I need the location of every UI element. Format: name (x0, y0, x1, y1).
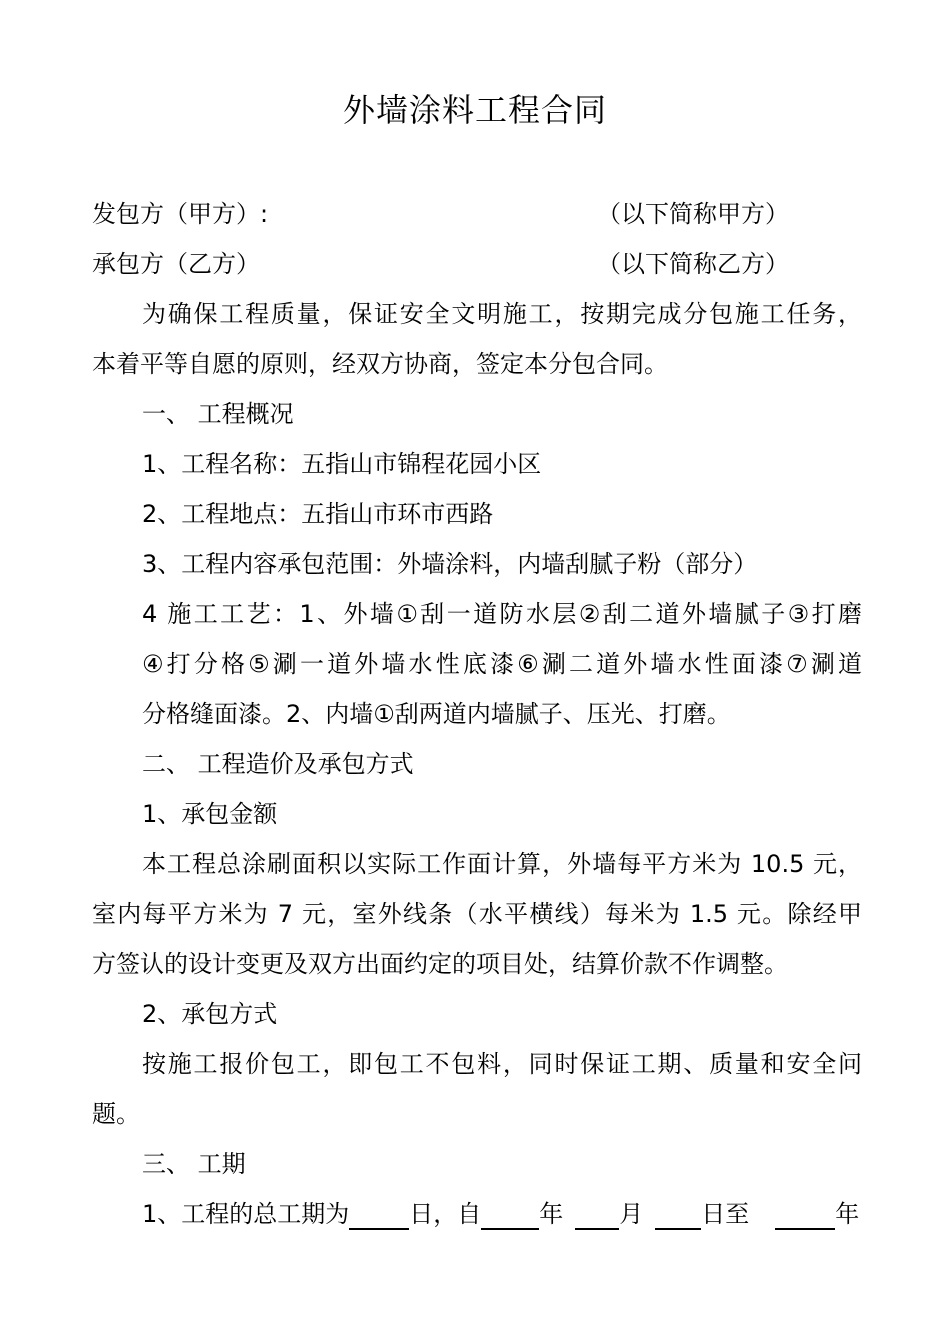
item-1-2: 2、工程地点：五指山市环市西路 (142, 500, 494, 528)
party-a-label: 发包方（甲方）: (92, 200, 269, 228)
item-2-1-line-3: 方签认的设计变更及双方出面约定的项目处，结算价款不作调整。 (92, 950, 788, 978)
item-2-1-heading: 1、承包金额 (142, 800, 278, 828)
item-1-4-line-3: 分格缝面漆。2、内墙①刮两道内墙腻子、压光、打磨。 (142, 700, 731, 728)
item-3-1-day-to-label: 日至 (701, 1200, 750, 1228)
item-2-1-line-1: 本工程总涂刷面积以实际工作面计算，外墙每平方米为 10.5 元， (142, 850, 862, 878)
party-a-note: （以下简称甲方） (597, 200, 789, 228)
party-b-note: （以下简称乙方） (597, 250, 789, 278)
item-1-1: 1、工程名称：五指山市锦程花园小区 (142, 450, 542, 478)
intro-paragraph-line-1: 为确保工程质量，保证安全文明施工，按期完成分包施工任务， (142, 300, 862, 328)
item-2-2-line-2: 题。 (92, 1100, 140, 1128)
section-2-heading: 二、 工程造价及承包方式 (142, 750, 414, 778)
item-3-1-month-label: 月 (619, 1200, 644, 1228)
section-1-heading: 一、 工程概况 (142, 400, 294, 428)
blank-start-day[interactable] (655, 1200, 701, 1230)
item-1-4-line-1: 4 施工工艺：1、外墙①刮一道防水层②刮二道外墙腻子③打磨 (142, 600, 862, 628)
intro-paragraph-line-2: 本着平等自愿的原则，经双方协商，签定本分包合同。 (92, 350, 668, 378)
item-1-3: 3、工程内容承包范围：外墙涂料，内墙刮腻子粉（部分） (142, 550, 758, 578)
item-3-1-year-label: 年 (539, 1200, 564, 1228)
blank-total-days[interactable] (349, 1200, 409, 1230)
item-2-2-heading: 2、承包方式 (142, 1000, 278, 1028)
document-title: 外墙涂料工程合同 (342, 91, 607, 129)
item-3-1 (142, 1196, 862, 1232)
item-3-1-prefix: 1、工程的总工期为 (142, 1200, 350, 1228)
item-2-2-line-1: 按施工报价包工，即包工不包料，同时保证工期、质量和安全问 (142, 1050, 862, 1078)
item-3-1-year-end-label: 年 (835, 1200, 860, 1228)
section-3-heading: 三、 工期 (142, 1150, 246, 1178)
blank-end-year[interactable] (775, 1200, 835, 1230)
party-b-label: 承包方（乙方） (92, 250, 260, 278)
blank-start-month[interactable] (575, 1200, 619, 1230)
item-3-1-day-label: 日，自 (409, 1200, 482, 1228)
blank-start-year[interactable] (481, 1200, 539, 1230)
item-1-4-line-2: ④打分格⑤涮一道外墙水性底漆⑥涮二道外墙水性面漆⑦涮道 (142, 650, 862, 678)
item-2-1-line-2: 室内每平方米为 7 元，室外线条（水平横线）每米为 1.5 元。除经甲 (92, 900, 862, 928)
